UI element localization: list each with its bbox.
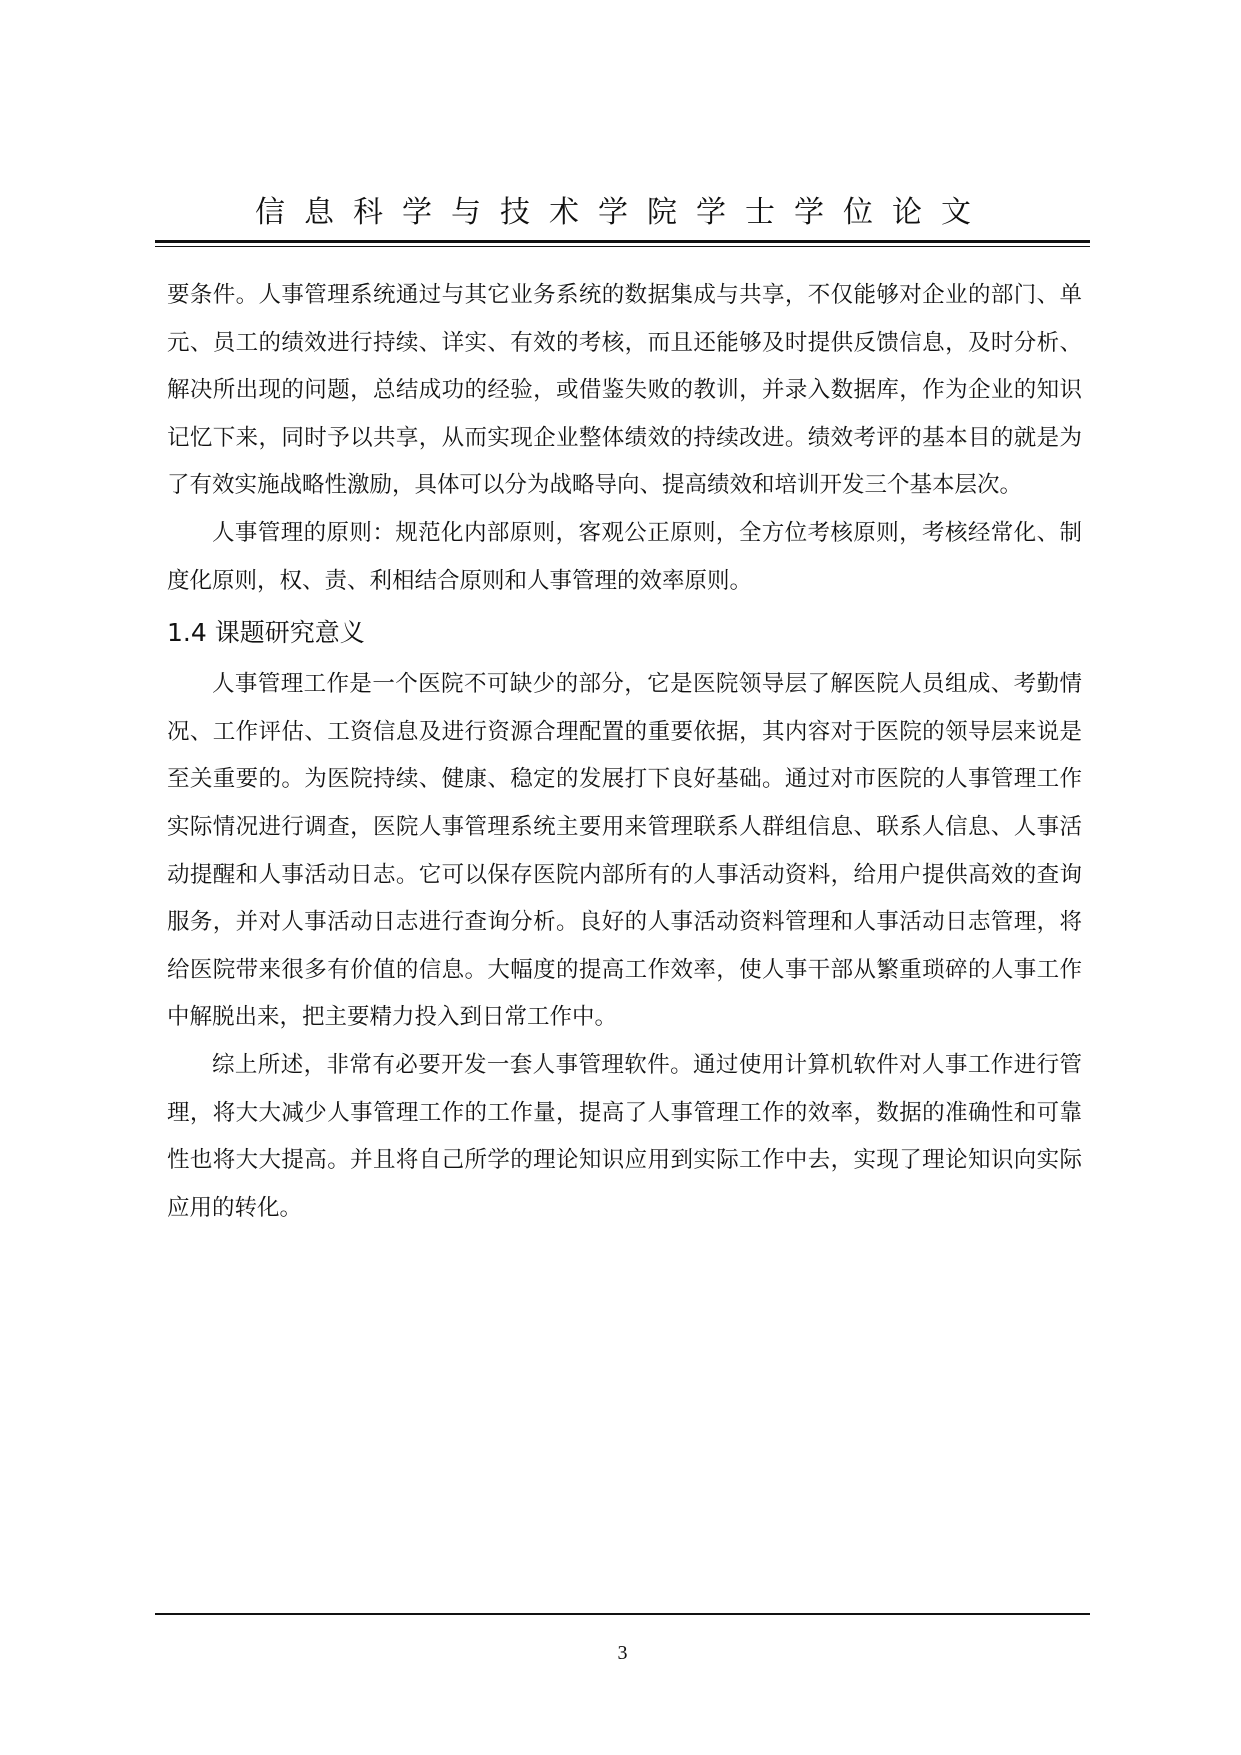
body-text: [167, 272, 1082, 1232]
header-rule-thick: [155, 240, 1090, 243]
header-rule-thin: [155, 246, 1090, 247]
body-paragraph: 综上所述，非常有必要开发一套人事管理软件。通过使用计算机软件对人事工作进行管理，将大大减少人事管理工作的工作量，提高了人事管理工作的效率，数据的准确性和可靠性也将大大提高。并且将自己所学的理论知识应用到实际工作中去，实现了理论知识向实际应用的转化。: [167, 1051, 1082, 1221]
section-heading: 1.4 课题研究意义: [167, 618, 365, 648]
page-number: 3: [617, 1642, 628, 1664]
running-header-title: 信息科学与技术学院学士学位论文: [255, 195, 990, 230]
footer-rule: [155, 1613, 1090, 1615]
body-paragraph: 人事管理的原则：规范化内部原则，客观公正原则，全方位考核原则，考核经常化、制度化原则，权、责、利相结合原则和人事管理的效率原则。: [167, 519, 1082, 594]
body-paragraph: 人事管理工作是一个医院不可缺少的部分，它是医院领导层了解医院人员组成、考勤情况、工作评估、工资信息及进行资源合理配置的重要依据，其内容对于医院的领导层来说是至关重要的。为医院持续、健康、稳定的发展打下良好基础。通过对市医院的人事管理工作实际情况进行调查，医院人事管理系统主要用来管理联系人群组信息、联系人信息、人事活动提醒和人事活动日志。它可以保存医院内部所有的人事活动资料，给用户提供高效的查询服务，并对人事活动日志进行查询分析。良好的人事活动资料管理和人事活动日志管理，将给医院带来很多有价值的信息。大幅度的提高工作效率，使人事干部从繁重琐碎的人事工作中解脱出来，把主要精力投入到日常工作中。: [167, 671, 1082, 1031]
body-paragraph: 要条件。人事管理系统通过与其它业务系统的数据集成与共享，不仅能够对企业的部门、单元、员工的绩效进行持续、详实、有效的考核，而且还能够及时提供反馈信息，及时分析、解决所出现的问题，总结成功的经验，或借鉴失败的教训，并录入数据库，作为企业的知识记忆下来，同时予以共享，从而实现企业整体绩效的持续改进。绩效考评的基本目的就是为了有效实施战略性激励，具体可以分为战略导向、提高绩效和培训开发三个基本层次。: [167, 282, 1082, 499]
